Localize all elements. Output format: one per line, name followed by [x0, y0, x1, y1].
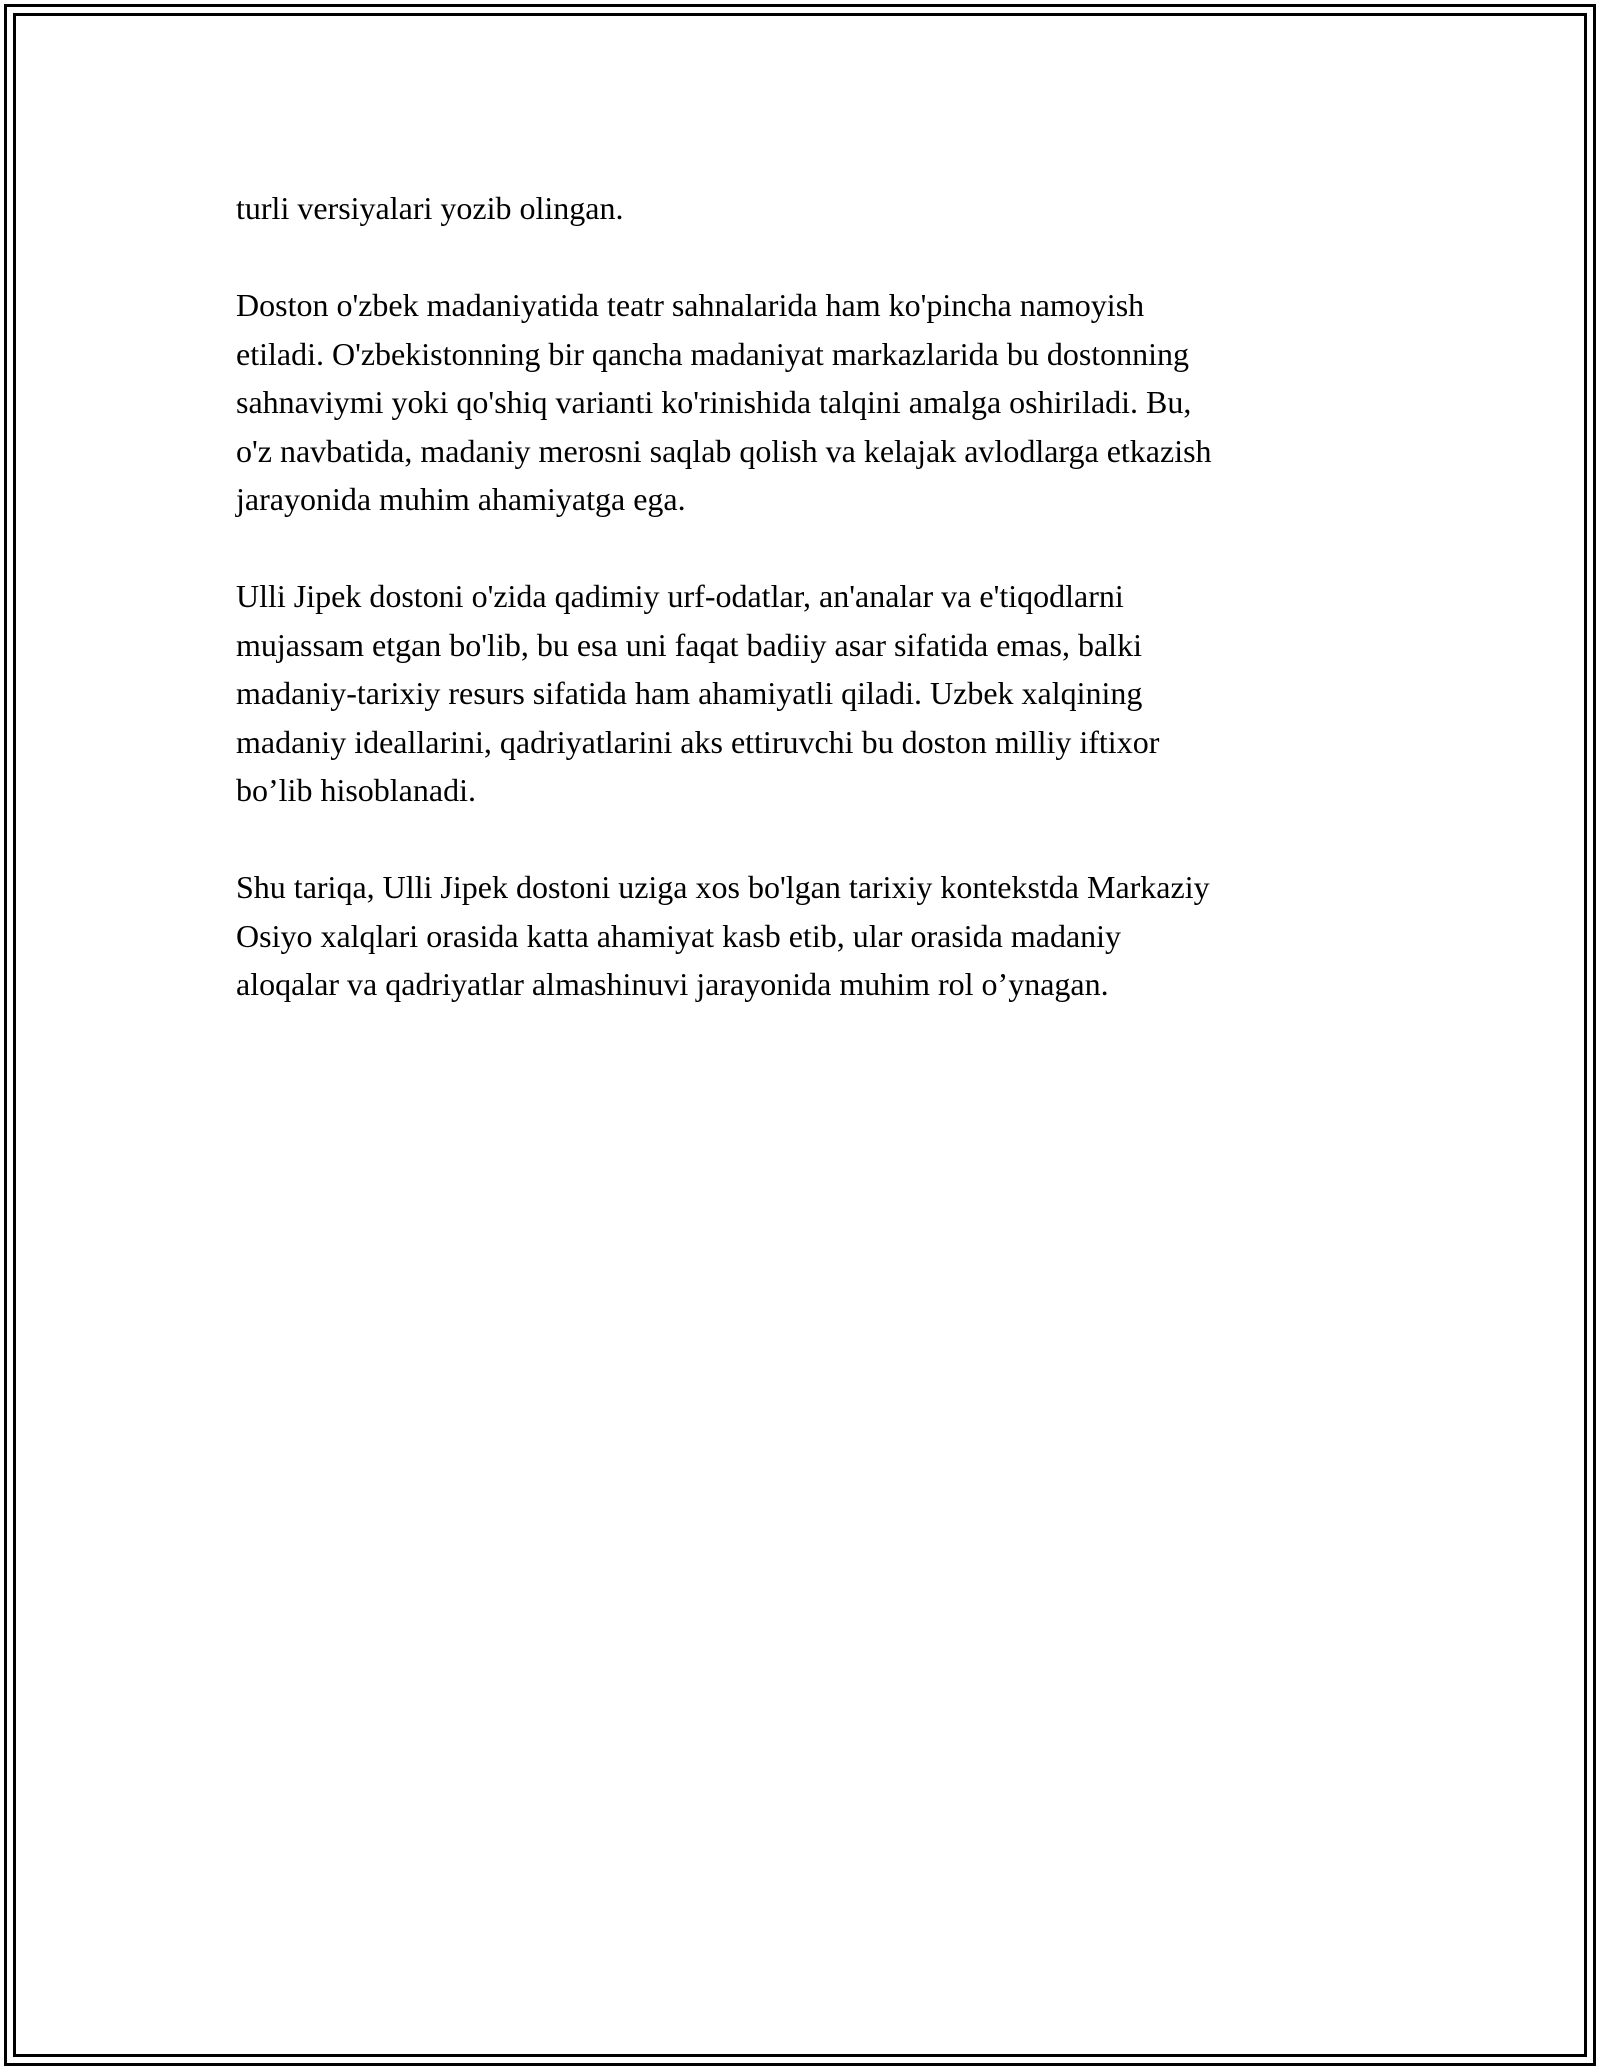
paragraph-2 [236, 281, 1386, 524]
text-line: turli versiyalari yozib olingan. [236, 190, 624, 226]
paragraph-3 [236, 572, 1386, 815]
text-line: Osiyo xalqlari orasida katta ahamiyat kasb etib, ular orasida madaniy [236, 917, 1122, 954]
paragraph-1 [236, 184, 1386, 233]
text-line: Shu tariqa, Ulli Jipek dostoni uziga xos bo'lgan tarixiy kontekstda Markaziy [236, 869, 1210, 905]
text-line: jarayonida muhim ahamiyatga ega. [236, 481, 686, 517]
text-line: o'z navbatida, madaniy merosni saqlab qolish va kelajak avlodlarga etkazish [236, 432, 1212, 469]
text-line: sahnaviymi yoki qo'shiq varianti ko'rinishida talqini amalga oshiriladi. Bu, [236, 384, 1192, 420]
text-line: Ulli Jipek dostoni o'zida qadimiy urf-odatlar, an'analar va e'tiqodlarni [236, 578, 1124, 614]
text-line: madaniy ideallarini, qadriyatlarini aks ettiruvchi bu doston milliy iftixor [236, 723, 1160, 760]
text-line: mujassam etgan bo'lib, bu esa uni faqat badiiy asar sifatida emas, balki [236, 626, 1142, 663]
text-line: aloqalar va qadriyatlar almashinuvi jarayonida muhim rol o’ynagan. [236, 966, 1109, 1002]
document-body [236, 184, 1386, 1057]
text-line: Doston o'zbek madaniyatida teatr sahnalarida ham ko'pincha namoyish [236, 287, 1145, 323]
text-line: etiladi. O'zbekistonning bir qancha madaniyat markazlarida bu dostonning [236, 335, 1190, 372]
paragraph-4 [236, 863, 1386, 1009]
text-line: bo’lib hisoblanadi. [236, 772, 476, 808]
text-line: madaniy-tarixiy resurs sifatida ham ahamiyatli qiladi. Uzbek xalqining [236, 675, 1143, 711]
